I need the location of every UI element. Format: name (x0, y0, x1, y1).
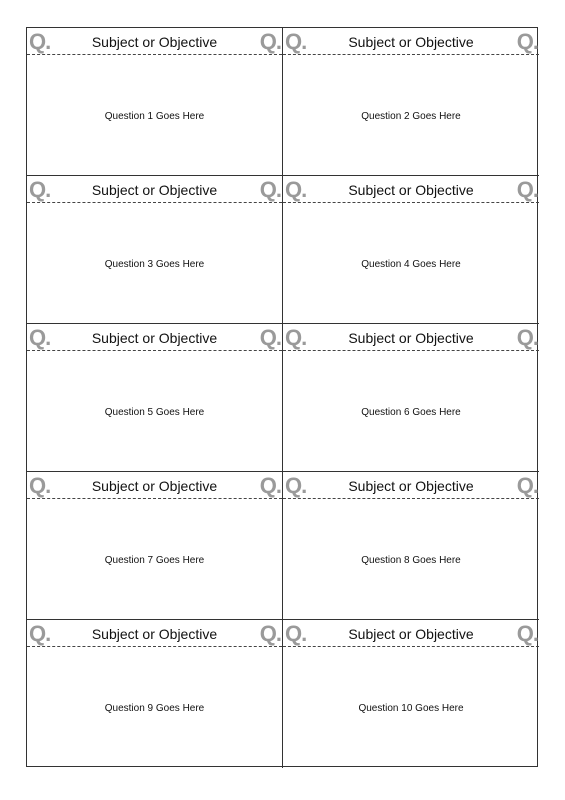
flashcard-3 (27, 176, 283, 324)
card-question: Question 5 Goes Here (104, 407, 205, 418)
card-header (283, 324, 539, 351)
card-subject: Subject or Objective (348, 330, 474, 346)
card-header (27, 472, 282, 499)
q-mark-left: Q. (29, 621, 51, 646)
q-mark-right: Q. (259, 325, 281, 350)
card-subject: Subject or Objective (91, 330, 218, 346)
flashcard-1 (27, 28, 283, 176)
flashcard-5 (27, 324, 283, 472)
card-question: Question 7 Goes Here (104, 555, 205, 566)
card-question: Question 1 Goes Here (104, 111, 205, 122)
q-mark-left: Q. (285, 325, 307, 350)
card-subject: Subject or Objective (91, 626, 218, 642)
q-mark-left: Q. (285, 29, 307, 54)
q-mark-right: Q. (259, 473, 281, 498)
card-header (27, 176, 282, 203)
card-header (283, 472, 539, 499)
q-mark-left: Q. (29, 325, 51, 350)
flashcard-sheet (26, 27, 538, 767)
q-mark-right: Q. (259, 621, 281, 646)
q-mark-left: Q. (285, 177, 307, 202)
card-header (27, 28, 282, 55)
q-mark-right: Q. (259, 177, 281, 202)
flashcard-4 (283, 176, 539, 324)
q-mark-right: Q. (516, 473, 538, 498)
q-mark-left: Q. (285, 473, 307, 498)
card-header (27, 324, 282, 351)
q-mark-right: Q. (516, 621, 538, 646)
card-question: Question 4 Goes Here (361, 259, 461, 270)
card-question: Question 2 Goes Here (361, 111, 461, 122)
flashcard-10 (283, 620, 539, 768)
q-mark-left: Q. (285, 621, 307, 646)
card-subject: Subject or Objective (348, 626, 474, 642)
flashcard-6 (283, 324, 539, 472)
card-header (283, 28, 539, 55)
q-mark-right: Q. (516, 325, 538, 350)
card-subject: Subject or Objective (91, 478, 218, 494)
flashcard-2 (283, 28, 539, 176)
q-mark-right: Q. (516, 29, 538, 54)
card-question: Question 3 Goes Here (104, 259, 205, 270)
q-mark-right: Q. (516, 177, 538, 202)
card-question: Question 6 Goes Here (361, 407, 461, 418)
card-subject: Subject or Objective (348, 182, 474, 198)
card-subject: Subject or Objective (348, 478, 474, 494)
card-question: Question 10 Goes Here (358, 703, 464, 714)
q-mark-left: Q. (29, 29, 51, 54)
card-question: Question 8 Goes Here (361, 555, 461, 566)
card-header (283, 620, 539, 647)
flashcard-7 (27, 472, 283, 620)
card-subject: Subject or Objective (348, 34, 474, 50)
q-mark-left: Q. (29, 177, 51, 202)
q-mark-left: Q. (29, 473, 51, 498)
flashcard-8 (283, 472, 539, 620)
card-question: Question 9 Goes Here (104, 703, 205, 714)
q-mark-right: Q. (259, 29, 281, 54)
flashcard-9 (27, 620, 283, 768)
card-subject: Subject or Objective (91, 182, 218, 198)
card-subject: Subject or Objective (91, 34, 218, 50)
card-header (27, 620, 282, 647)
card-header (283, 176, 539, 203)
